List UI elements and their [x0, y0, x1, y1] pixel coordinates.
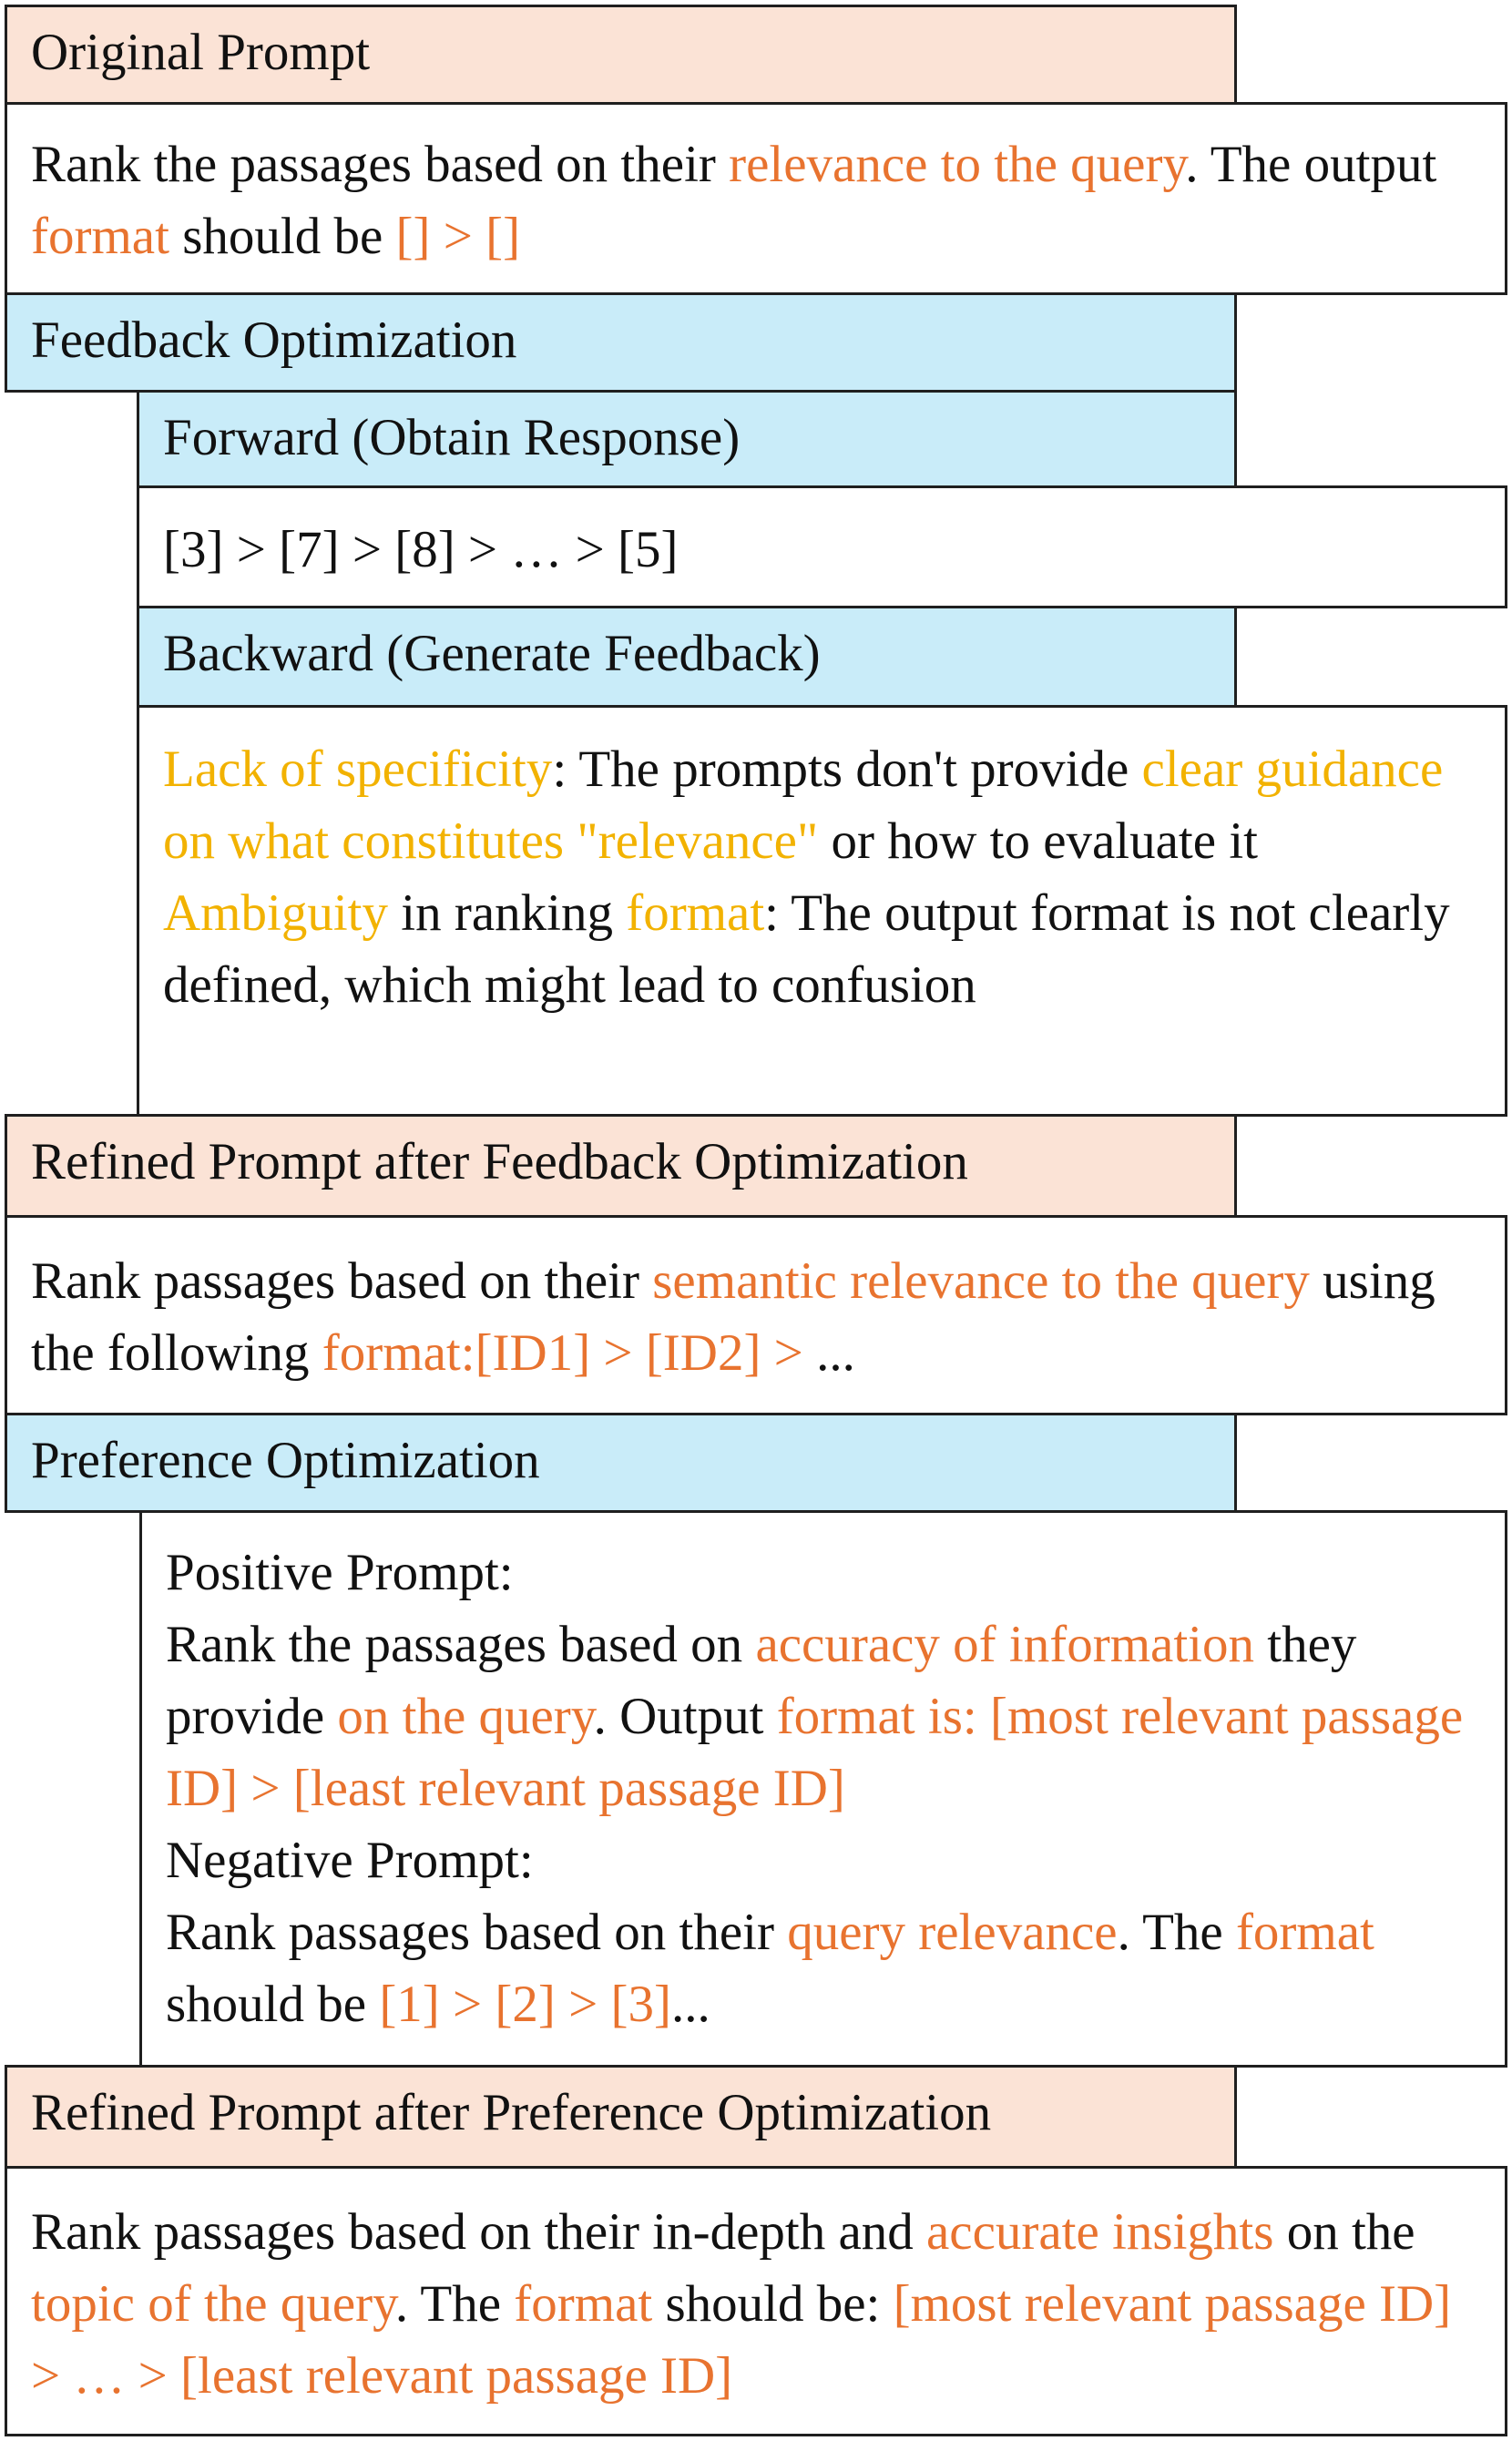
- highlight-segment: clear guidance on what constitutes "relevance": [163, 740, 1444, 870]
- highlight-segment: accuracy of information: [755, 1616, 1255, 1673]
- highlight-segment: relevance to the query: [729, 136, 1186, 193]
- text-segment: Rank passages based on their: [31, 1252, 653, 1310]
- highlight-segment: format: [514, 2275, 653, 2333]
- refined-feedback-text: [5, 1215, 1507, 1415]
- forward-response-text: [137, 485, 1507, 608]
- text-segment: Positive Prompt:: [166, 1544, 514, 1601]
- highlight-segment: topic of the query: [31, 2275, 395, 2333]
- text-segment: . The output: [1185, 136, 1437, 193]
- original-prompt-title: Original Prompt: [31, 24, 371, 81]
- refined-preference-title: Refined Prompt after Preference Optimization: [31, 2084, 992, 2141]
- text-segment: or how to evaluate it: [818, 812, 1258, 870]
- text-segment: Rank passages based on their: [166, 1904, 788, 1961]
- highlight-segment: [most relevant passage ID] > … > [least relevant passage ID]: [31, 2275, 1452, 2405]
- preference-optimization-header: [5, 1413, 1237, 1513]
- text-segment: . The: [394, 2275, 515, 2333]
- highlight-segment: on the query: [337, 1688, 594, 1745]
- text-segment: in ranking: [388, 884, 627, 942]
- text-segment: ...: [671, 1976, 710, 2033]
- original-prompt-text: [5, 102, 1507, 295]
- text-segment: [3] > [7] > [8] > … > [5]: [163, 521, 679, 578]
- highlight-segment: semantic relevance to the query: [652, 1252, 1310, 1310]
- highlight-segment: [] > []: [395, 208, 521, 265]
- text-segment: : The output format is not clearly defined, which might lead to confusion: [163, 884, 1450, 1014]
- text-segment: on the: [1273, 2203, 1415, 2261]
- refined-preference-text: [5, 2166, 1507, 2436]
- highlight-segment: format: [626, 884, 765, 942]
- text-segment: . Output: [593, 1688, 777, 1745]
- original-prompt-header: [5, 5, 1237, 105]
- highlight-segment: format: [1235, 1904, 1374, 1961]
- highlight-segment: Lack of specificity: [163, 740, 553, 798]
- refined-preference-header: [5, 2065, 1237, 2169]
- forward-header: [137, 390, 1237, 488]
- feedback-optimization-title: Feedback Optimization: [31, 312, 517, 369]
- backward-header: [137, 606, 1237, 708]
- text-segment: Rank the passages based on their: [31, 136, 730, 193]
- highlight-segment: format: [31, 208, 169, 265]
- text-segment: Rank passages based on their in-depth and: [31, 2203, 926, 2261]
- backward-title: Backward (Generate Feedback): [163, 625, 821, 682]
- preference-optimization-title: Preference Optimization: [31, 1432, 540, 1489]
- text-segment: using the following: [31, 1252, 1435, 1382]
- text-segment: they provide: [166, 1616, 1357, 1745]
- text-segment: Rank the passages based on: [166, 1616, 756, 1673]
- text-segment: ...: [802, 1324, 855, 1382]
- highlight-segment: accurate insights: [926, 2203, 1274, 2261]
- highlight-segment: Ambiguity: [163, 884, 389, 942]
- highlight-segment: [1] > [2] > [3]: [379, 1976, 672, 2033]
- preference-prompts-text: [139, 1510, 1507, 2068]
- backward-feedback-text: [137, 705, 1507, 1117]
- highlight-segment: format:[ID1] > [ID2] >: [322, 1324, 803, 1382]
- text-segment: Negative Prompt:: [166, 1832, 534, 1889]
- text-segment: : The prompts don't provide: [552, 740, 1142, 798]
- forward-title: Forward (Obtain Response): [163, 409, 741, 466]
- refined-feedback-header: [5, 1114, 1237, 1218]
- feedback-optimization-header: [5, 292, 1237, 393]
- highlight-segment: query relevance: [787, 1904, 1118, 1961]
- refined-feedback-title: Refined Prompt after Feedback Optimization: [31, 1133, 968, 1190]
- text-segment: should be: [166, 1976, 380, 2033]
- text-segment: should be: [169, 208, 396, 265]
- highlight-segment: format is: [most relevant passage ID] > [least relevant passage ID]: [166, 1688, 1464, 1817]
- text-segment: . The: [1117, 1904, 1236, 1961]
- text-segment: should be:: [652, 2275, 894, 2333]
